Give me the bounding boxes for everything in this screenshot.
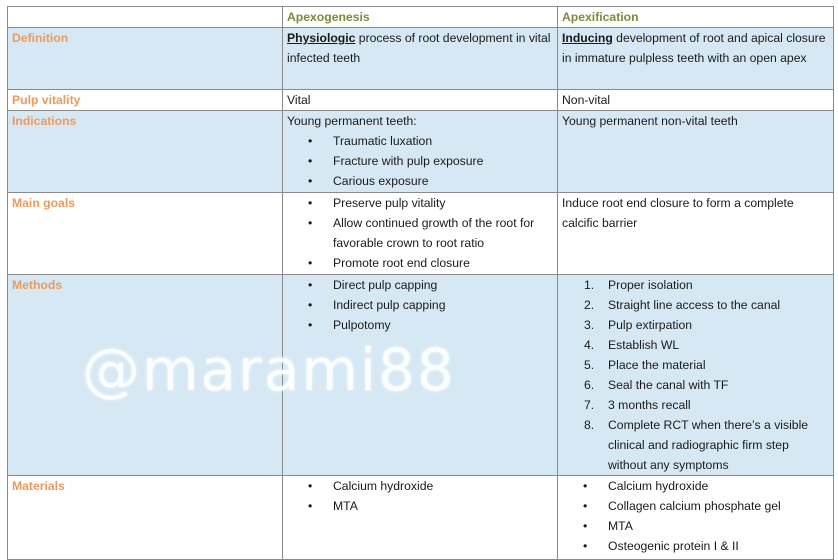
indications-apexo-list xyxy=(287,131,553,191)
list-item: • Traumatic luxation xyxy=(287,131,553,151)
list-item: • Collagen calcium phosphate gel xyxy=(562,496,829,516)
methods-apexification xyxy=(558,275,834,476)
list-item: 3. Pulp extirpation xyxy=(584,318,693,332)
row-label-materials: Materials xyxy=(8,476,283,560)
list-item: 4. Establish WL xyxy=(584,338,680,352)
column-header-apexogenesis: Apexogenesis xyxy=(283,7,558,28)
definition-apexification xyxy=(558,28,834,90)
goals-apexo-list xyxy=(287,193,553,273)
row-label-pulp-vitality: Pulp vitality xyxy=(8,90,283,111)
materials-apexogenesis xyxy=(283,476,558,560)
row-indications xyxy=(8,111,834,193)
vitality-apexification: Non-vital xyxy=(558,90,834,111)
list-item: • Preserve pulp vitality xyxy=(287,193,553,213)
definition-apexo-text: process of root development in vital infected teeth xyxy=(287,31,551,65)
list-item: 1. Proper isolation xyxy=(584,278,693,292)
list-item: • Carious exposure xyxy=(287,171,553,191)
list-item: 7. 3 months recall xyxy=(584,398,691,412)
row-pulp-vitality xyxy=(8,90,834,111)
goals-apexogenesis xyxy=(283,193,558,275)
row-label-indications: Indications xyxy=(8,111,283,193)
list-item: • Pulpotomy xyxy=(287,315,553,335)
list-item: • Direct pulp capping xyxy=(287,275,553,295)
materials-apexi-list xyxy=(562,476,829,556)
row-label-methods: Methods xyxy=(8,275,283,476)
list-item: • Osteogenic protein I & II xyxy=(562,536,829,556)
list-item: • Calcium hydroxide xyxy=(562,476,829,496)
list-item: 5. Place the material xyxy=(584,358,706,372)
row-main-goals xyxy=(8,193,834,275)
definition-apexi-emphasis: Inducing xyxy=(562,31,613,45)
indications-apexo-intro: Young permanent teeth: xyxy=(287,114,417,128)
definition-apexogenesis xyxy=(283,28,558,90)
list-item: 6. Seal the canal with TF xyxy=(584,378,729,392)
indications-apexogenesis xyxy=(283,111,558,193)
list-item: • MTA xyxy=(562,516,829,536)
list-item: • Allow continued growth of the root for favorable crown to root ratio xyxy=(287,213,553,253)
row-label-main-goals: Main goals xyxy=(8,193,283,275)
list-item: 8. Complete RCT when there’s a visible clinical and radiographic firm step without any symptoms xyxy=(584,418,809,472)
definition-apexi-text: development of root and apical closure in immature pulpless teeth with an open apex xyxy=(562,31,826,65)
methods-apexo-list xyxy=(287,275,553,335)
row-label-definition: Definition xyxy=(8,28,283,90)
list-item: • Calcium hydroxide xyxy=(287,476,553,496)
materials-apexification xyxy=(558,476,834,560)
materials-apexo-list xyxy=(287,476,553,516)
goals-apexification: Induce root end closure to form a complete calcific barrier xyxy=(558,193,834,275)
list-item: • Promote root end closure xyxy=(287,253,553,273)
vitality-apexogenesis: Vital xyxy=(283,90,558,111)
row-definition xyxy=(8,28,834,90)
indications-apexification: Young permanent non-vital teeth xyxy=(558,111,834,193)
row-methods xyxy=(8,275,834,476)
watermark-text: @marami88 xyxy=(82,336,456,404)
list-item: • MTA xyxy=(287,496,553,516)
methods-apexi-list xyxy=(562,275,829,475)
list-item: 2. Straight line access to the canal xyxy=(584,298,781,312)
header-row xyxy=(8,7,834,28)
list-item: • Indirect pulp capping xyxy=(287,295,553,315)
header-empty-cell xyxy=(8,7,283,28)
list-item: • Fracture with pulp exposure xyxy=(287,151,553,171)
column-header-apexification: Apexification xyxy=(558,7,834,28)
methods-apexogenesis xyxy=(283,275,558,476)
comparison-table xyxy=(7,6,834,560)
row-materials xyxy=(8,476,834,560)
definition-apexo-emphasis: Physiologic xyxy=(287,31,356,45)
